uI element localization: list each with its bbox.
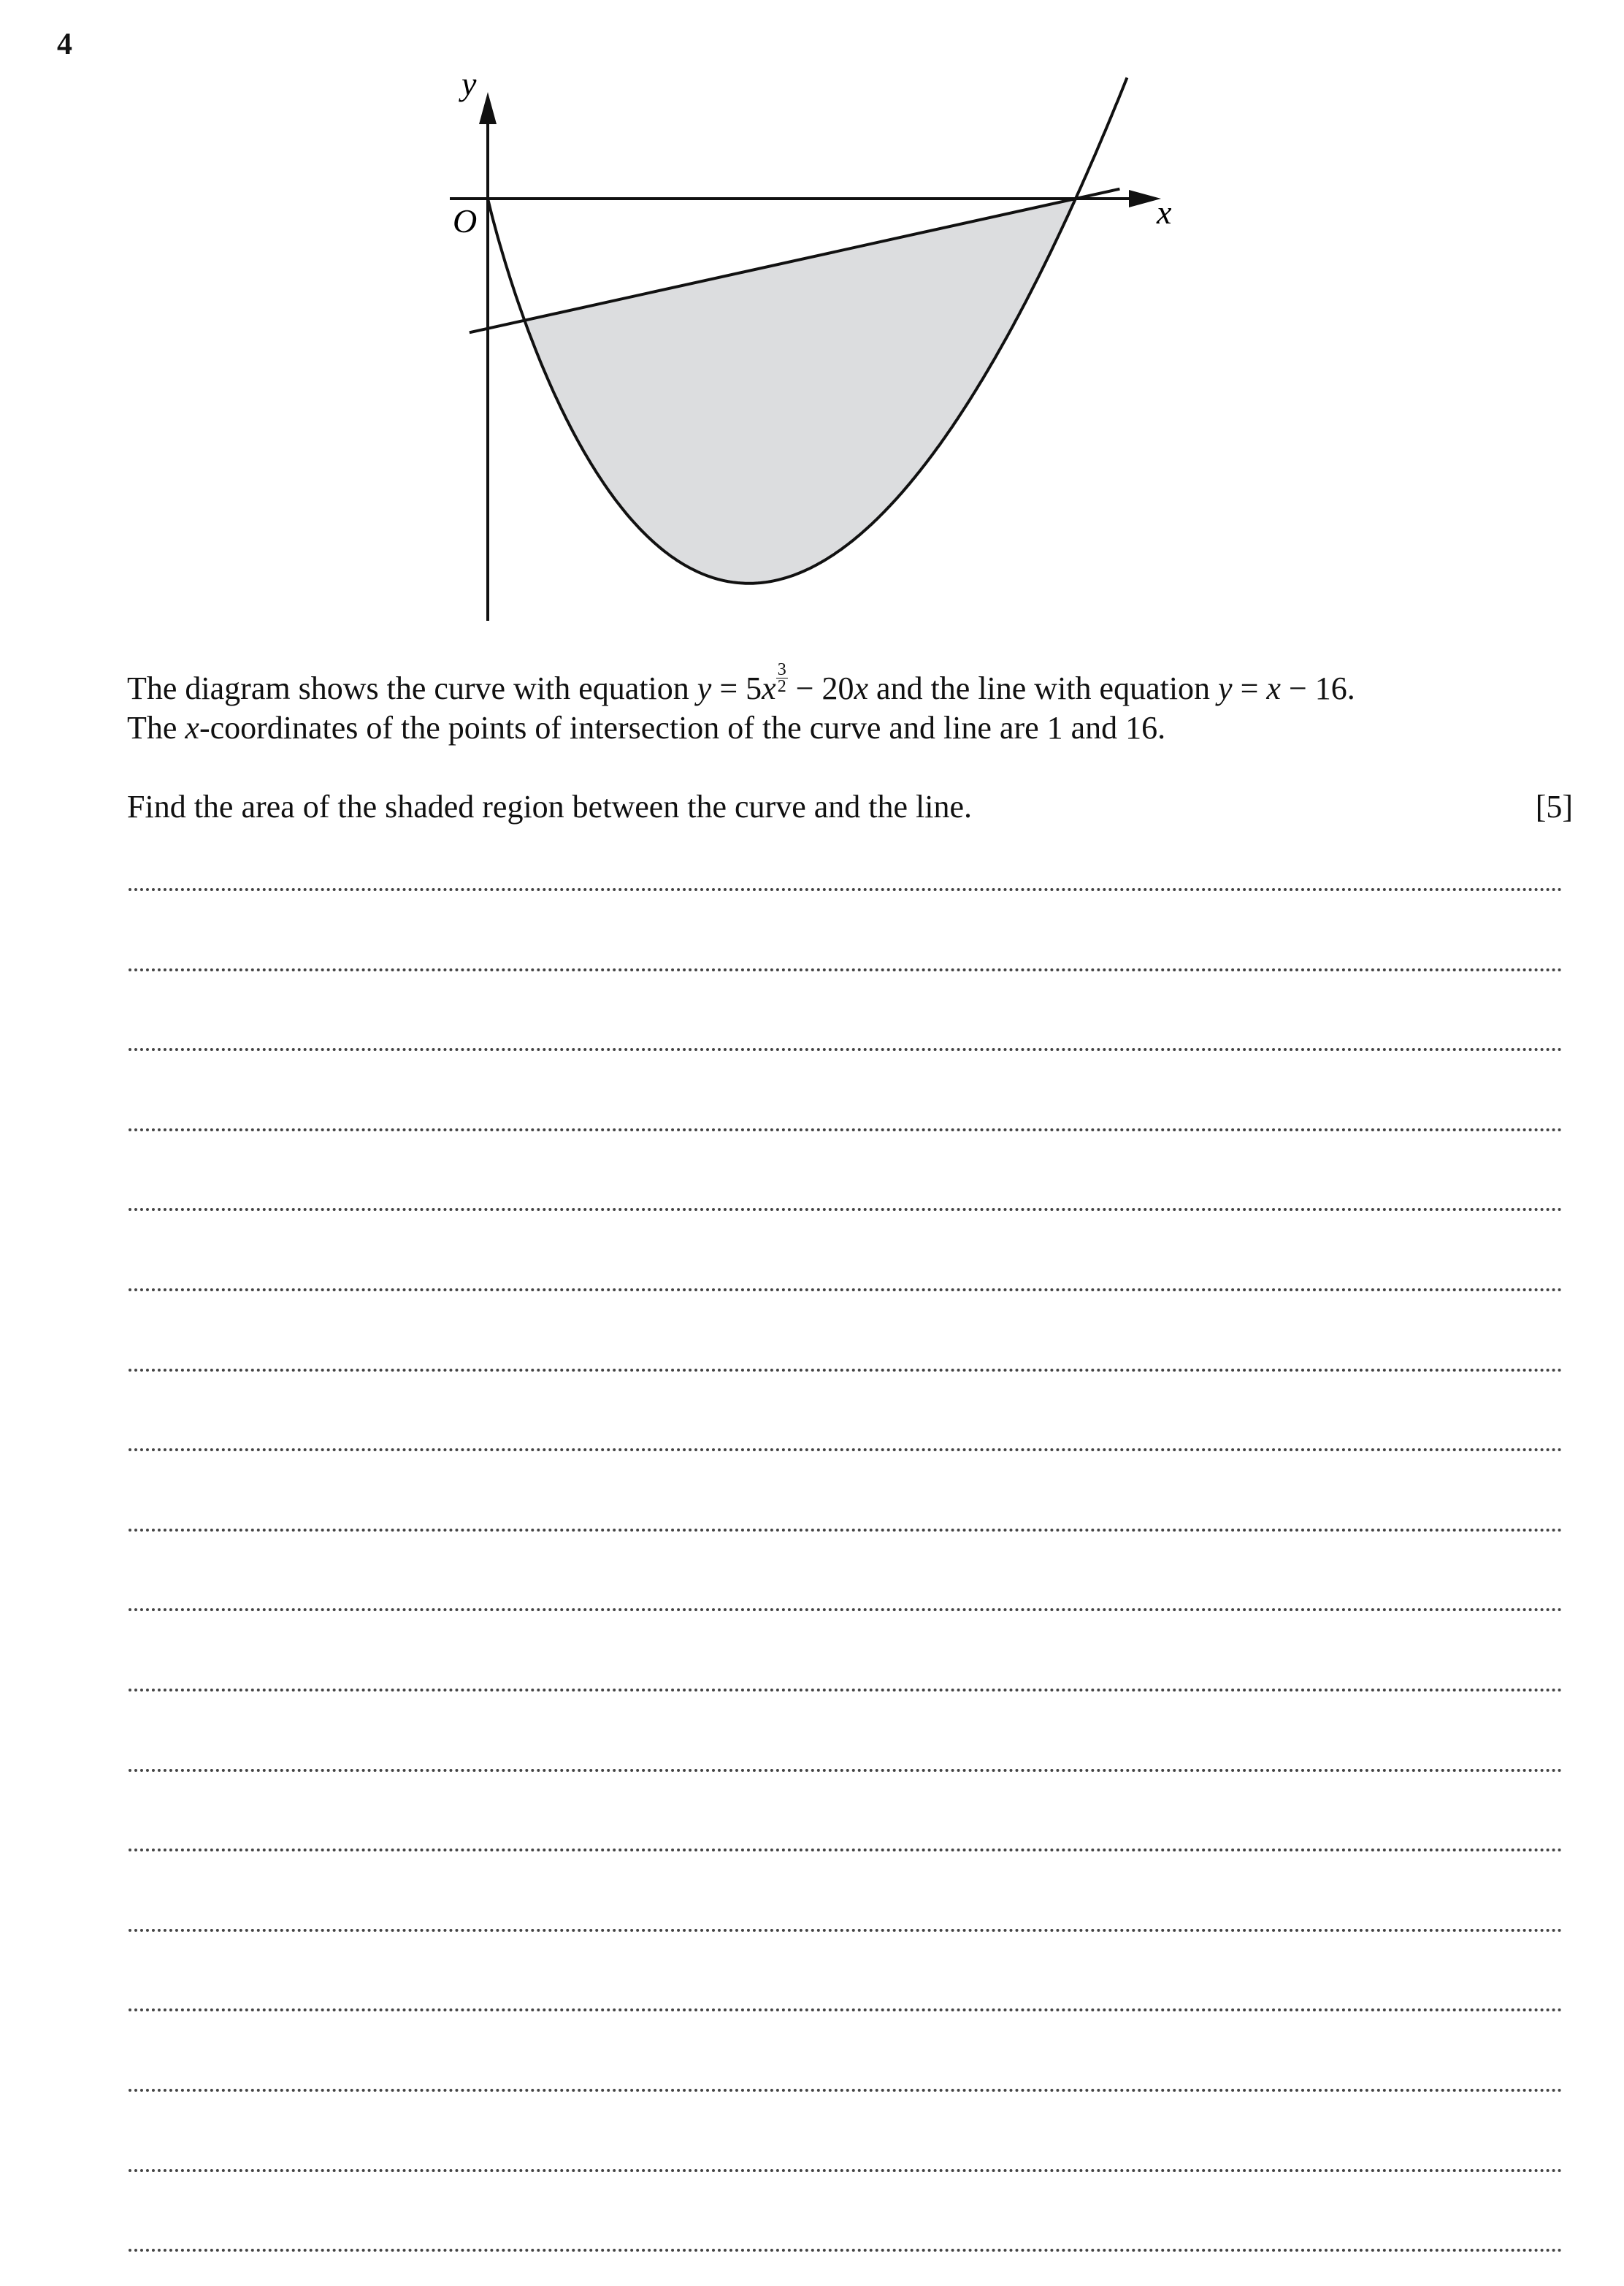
- answer-line[interactable]: [129, 2169, 1563, 2172]
- curve-eq-y: y: [697, 670, 712, 706]
- answer-line[interactable]: [129, 1849, 1563, 1851]
- answer-line[interactable]: [129, 2008, 1563, 2011]
- answer-line[interactable]: [129, 1448, 1563, 1451]
- answer-line[interactable]: [129, 968, 1563, 971]
- curve-line-diagram: [0, 0, 1624, 657]
- question-number: 4: [57, 28, 72, 61]
- shaded-region: [524, 199, 1076, 584]
- exponent-fraction: $\frac{3}{2}$: [777, 660, 786, 696]
- y-axis-arrow: [479, 92, 497, 124]
- answer-line[interactable]: [129, 1288, 1563, 1291]
- answer-line[interactable]: [129, 1369, 1563, 1372]
- answer-line[interactable]: [129, 1208, 1563, 1211]
- answer-line[interactable]: [129, 1608, 1563, 1611]
- answer-line[interactable]: [129, 2089, 1563, 2092]
- answer-line[interactable]: [129, 888, 1563, 891]
- question-task: Find the area of the shaded region between the curve and the line.: [127, 789, 972, 825]
- answer-line[interactable]: [129, 2249, 1563, 2252]
- answer-line[interactable]: [129, 1769, 1563, 1772]
- question-text-line-2: The x-coordinates of the points of intersection of the curve and line are 1 and 16.: [127, 710, 1166, 746]
- answer-line[interactable]: [129, 1048, 1563, 1051]
- answer-line[interactable]: [129, 1128, 1563, 1131]
- question-text-line-1: The diagram shows the curve with equation y = 5x $\frac{3}{2}$ − 20x and the line with equation y = x − 16.: [127, 660, 1355, 706]
- answer-line[interactable]: [129, 1689, 1563, 1691]
- y-axis-label: y: [461, 65, 477, 102]
- marks-indicator: [5]: [1535, 789, 1573, 825]
- origin-label: O: [453, 202, 478, 240]
- answer-line[interactable]: [129, 1529, 1563, 1532]
- x-axis-label: x: [1157, 194, 1172, 231]
- answer-line[interactable]: [129, 1929, 1563, 1932]
